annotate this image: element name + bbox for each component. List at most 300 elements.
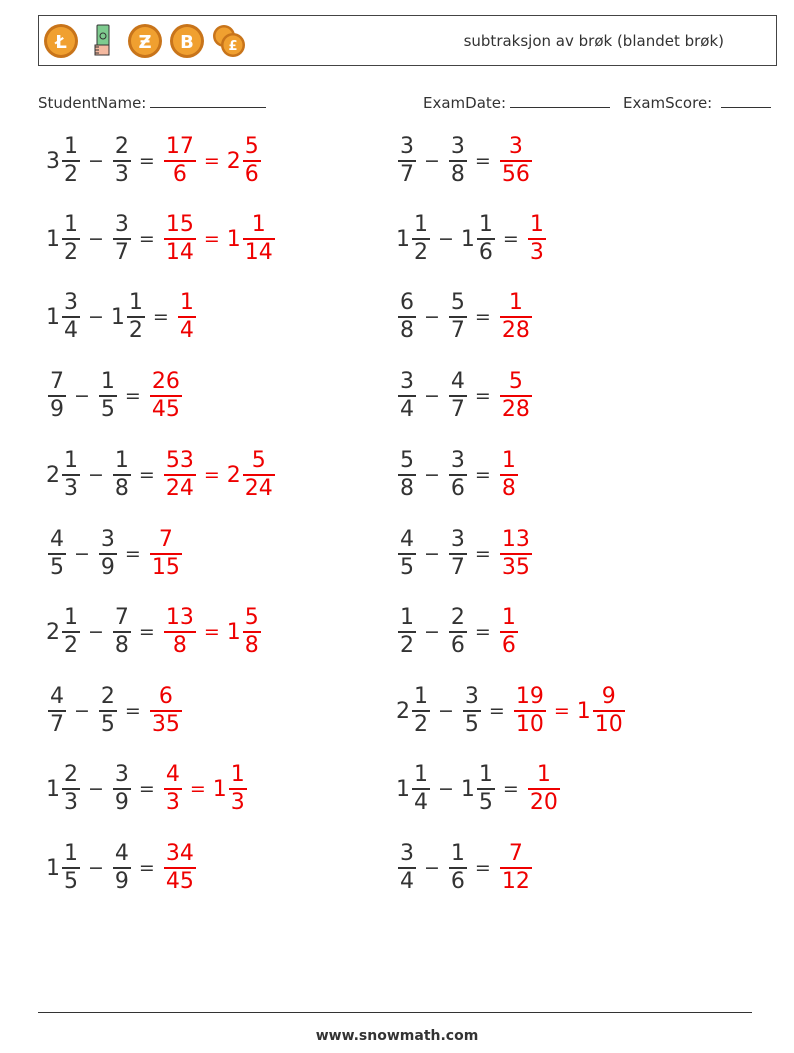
- answer: [148, 684, 183, 738]
- minuend-fraction: [48, 684, 66, 738]
- equals-sign: =: [138, 621, 155, 643]
- minus-sign: −: [88, 464, 104, 486]
- answer-improper-fraction: [500, 605, 518, 659]
- problem-item: [396, 597, 519, 667]
- minuend-denominator: 9: [50, 396, 64, 422]
- subtrahend-denominator: 6: [450, 868, 465, 894]
- problem-item: [396, 282, 533, 352]
- answer-improper-denominator: 10: [515, 711, 544, 737]
- answer-improper-numerator: 1: [501, 448, 516, 474]
- coins-stack-icon: [211, 23, 247, 59]
- subtrahend-denominator: 8: [114, 632, 129, 658]
- answer-mixed-whole: 2: [226, 462, 241, 488]
- answer-improper-numerator: 34: [165, 841, 194, 867]
- subtrahend-numerator: 1: [478, 762, 493, 788]
- answer-mixed-numerator: 5: [244, 134, 259, 160]
- answer-improper-fraction: [164, 134, 196, 188]
- subtrahend: [461, 762, 496, 816]
- minus-sign: −: [74, 700, 90, 722]
- subtrahend: [111, 605, 132, 659]
- answer-improper-fraction: [164, 212, 196, 266]
- answer: [512, 684, 626, 738]
- equals-sign: =: [474, 464, 491, 486]
- problem-item: [46, 282, 197, 352]
- subtrahend-fraction: [449, 290, 467, 344]
- subtrahend: [447, 527, 468, 581]
- exam-date-field[interactable]: [423, 93, 610, 112]
- answer-improper: [162, 841, 197, 895]
- problem-item: [46, 361, 183, 431]
- subtrahend-denominator: 5: [100, 711, 115, 737]
- answer: [148, 369, 183, 423]
- answer: [162, 212, 276, 266]
- answer: [162, 762, 248, 816]
- answer-equals-sign: =: [189, 778, 206, 800]
- subtrahend: [447, 290, 468, 344]
- subtrahend: [97, 684, 118, 738]
- problem-item: [396, 204, 547, 274]
- minuend-fraction: [412, 212, 430, 266]
- minus-sign: −: [88, 150, 104, 172]
- exam-score-field[interactable]: [623, 93, 771, 112]
- answer-mixed: [227, 448, 276, 502]
- answer-improper: [498, 290, 533, 344]
- subtrahend-fraction: [113, 448, 131, 502]
- student-name-blank[interactable]: [150, 93, 266, 108]
- minuend: [396, 290, 417, 344]
- minuend-numerator: 1: [64, 841, 78, 867]
- answer-improper-fraction: [500, 290, 532, 344]
- subtrahend-fraction: [113, 762, 131, 816]
- svg-text:Ł: Ł: [55, 32, 67, 53]
- problem-item: [46, 833, 197, 903]
- minuend-fraction: [398, 290, 416, 344]
- equals-sign: =: [474, 150, 491, 172]
- minus-sign: −: [424, 543, 440, 565]
- minuend-denominator: 3: [64, 789, 78, 815]
- subtrahend-denominator: 5: [100, 396, 115, 422]
- subtrahend-numerator: 3: [464, 684, 479, 710]
- problem-item: [396, 754, 561, 824]
- minus-sign: −: [424, 385, 440, 407]
- minuend-fraction: [48, 369, 66, 423]
- minuend: [396, 134, 417, 188]
- minuend-numerator: 1: [64, 134, 78, 160]
- header-icons: [43, 20, 247, 62]
- answer-improper-numerator: 3: [508, 134, 523, 160]
- minuend-numerator: 3: [400, 134, 414, 160]
- subtrahend-denominator: 5: [478, 789, 493, 815]
- answer-improper-numerator: 19: [515, 684, 544, 710]
- answer-mixed-denominator: 3: [230, 789, 245, 815]
- minuend-whole: 2: [46, 619, 60, 645]
- subtrahend-whole: 1: [110, 304, 125, 330]
- problem-item: [396, 833, 533, 903]
- answer-improper: [498, 448, 519, 502]
- answer-improper-numerator: 5: [508, 369, 523, 395]
- answer-improper-numerator: 1: [508, 290, 523, 316]
- subtrahend-numerator: 1: [114, 448, 129, 474]
- footer-url: www.snowmath.com: [315, 1028, 479, 1044]
- problem-item: [396, 676, 626, 746]
- minuend-fraction: [62, 762, 80, 816]
- answer-improper: [498, 134, 533, 188]
- answer-mixed: [227, 605, 262, 659]
- answer-mixed: [227, 134, 262, 188]
- answer-improper-denominator: 12: [501, 868, 530, 894]
- equals-sign: =: [502, 778, 519, 800]
- answer-improper: [498, 605, 519, 659]
- minuend: [46, 527, 67, 581]
- minuend: [46, 448, 81, 502]
- answer: [498, 290, 533, 344]
- bitcoin-icon: [169, 23, 205, 59]
- minuend-numerator: 4: [50, 527, 64, 553]
- answer-mixed-whole: 2: [226, 148, 241, 174]
- minuend-denominator: 2: [64, 239, 78, 265]
- minuend-fraction: [62, 134, 80, 188]
- answer-improper-denominator: 56: [501, 161, 530, 187]
- subtrahend-numerator: 3: [114, 212, 129, 238]
- problem-item: [396, 519, 533, 589]
- problem-item: [46, 519, 183, 589]
- subtrahend-numerator: 4: [114, 841, 129, 867]
- answer-improper: [148, 684, 183, 738]
- answer-improper-denominator: 6: [172, 161, 187, 187]
- minuend: [46, 212, 81, 266]
- answer-improper: [526, 762, 561, 816]
- subtrahend: [447, 841, 468, 895]
- minuend: [46, 290, 81, 344]
- answer-improper-denominator: 28: [501, 396, 530, 422]
- answer-mixed-whole: 1: [226, 619, 241, 645]
- answer-equals-sign: =: [203, 228, 220, 250]
- answer: [498, 369, 533, 423]
- equals-sign: =: [474, 306, 491, 328]
- answer-mixed: [577, 684, 626, 738]
- subtrahend-whole: 1: [460, 226, 475, 252]
- answer-improper: [148, 527, 183, 581]
- problem-item: [46, 440, 276, 510]
- answer-improper-fraction: [500, 527, 532, 581]
- answer-improper-denominator: 6: [501, 632, 516, 658]
- answer-improper: [162, 762, 183, 816]
- answer-improper-denominator: 14: [165, 239, 194, 265]
- answer-improper: [176, 290, 197, 344]
- minuend-whole: 1: [396, 226, 410, 252]
- minuend-numerator: 3: [400, 369, 414, 395]
- subtrahend-numerator: 1: [128, 290, 143, 316]
- answer-improper-numerator: 1: [501, 605, 516, 631]
- minuend-fraction: [412, 684, 430, 738]
- subtrahend-denominator: 3: [114, 161, 129, 187]
- answer-improper-numerator: 26: [151, 369, 180, 395]
- minuend-numerator: 1: [400, 605, 414, 631]
- answer-improper-fraction: [500, 841, 532, 895]
- minuend-fraction: [62, 448, 80, 502]
- answer-improper-fraction: [514, 684, 546, 738]
- answer-improper-numerator: 4: [165, 762, 180, 788]
- equals-sign: =: [124, 385, 141, 407]
- answer-improper-fraction: [528, 762, 560, 816]
- answer-improper-denominator: 28: [501, 317, 530, 343]
- minuend: [396, 762, 431, 816]
- minuend: [396, 684, 431, 738]
- exam-date-label: ExamDate:: [423, 94, 507, 112]
- answer: [162, 841, 197, 895]
- subtrahend-numerator: 7: [114, 605, 129, 631]
- answer-improper: [526, 212, 547, 266]
- minuend-fraction: [398, 369, 416, 423]
- answer-mixed: [213, 762, 248, 816]
- answer-improper: [498, 369, 533, 423]
- subtrahend-fraction: [463, 684, 481, 738]
- minuend-denominator: 2: [64, 161, 78, 187]
- minuend-fraction: [398, 605, 416, 659]
- minuend: [46, 134, 81, 188]
- subtrahend: [461, 212, 496, 266]
- answer-improper-denominator: 15: [151, 554, 180, 580]
- minuend-numerator: 7: [50, 369, 64, 395]
- minuend-fraction: [62, 290, 80, 344]
- minuend-whole: 2: [396, 698, 410, 724]
- subtrahend: [111, 448, 132, 502]
- minus-sign: −: [424, 621, 440, 643]
- answer-equals-sign: =: [553, 700, 570, 722]
- subtrahend-denominator: 7: [450, 317, 465, 343]
- minuend-numerator: 6: [400, 290, 414, 316]
- exam-score-blank[interactable]: [721, 93, 771, 108]
- answer-mixed-fraction: [243, 448, 275, 502]
- answer-improper-fraction: [150, 369, 182, 423]
- minuend-numerator: 4: [400, 527, 414, 553]
- minuend-whole: 1: [46, 304, 60, 330]
- subtrahend-denominator: 8: [114, 475, 129, 501]
- answer-improper-numerator: 13: [165, 605, 194, 631]
- subtrahend-fraction: [449, 605, 467, 659]
- minuend-numerator: 1: [414, 762, 428, 788]
- equals-sign: =: [502, 228, 519, 250]
- answer-equals-sign: =: [203, 621, 220, 643]
- answer: [498, 448, 519, 502]
- answer-improper: [162, 605, 197, 659]
- banknote-hand-icon: [85, 23, 121, 59]
- exam-date-blank[interactable]: [510, 93, 610, 108]
- worksheet-title: subtraksjon av brøk (blandet brøk): [463, 32, 724, 50]
- problem-item: [46, 126, 262, 196]
- answer-improper: [162, 134, 197, 188]
- minuend-numerator: 1: [64, 605, 78, 631]
- answer-improper-denominator: 3: [529, 239, 544, 265]
- minuend-numerator: 4: [50, 684, 64, 710]
- answer-improper-denominator: 24: [165, 475, 194, 501]
- answer: [162, 448, 276, 502]
- minuend-whole: 1: [46, 776, 60, 802]
- answer-improper: [498, 841, 533, 895]
- answer-improper-denominator: 4: [179, 317, 194, 343]
- subtrahend-denominator: 5: [464, 711, 479, 737]
- answer-improper-numerator: 53: [165, 448, 194, 474]
- equals-sign: =: [138, 150, 155, 172]
- minuend-denominator: 5: [400, 554, 414, 580]
- answer-improper-numerator: 1: [529, 212, 544, 238]
- minuend: [46, 684, 67, 738]
- subtrahend-fraction: [99, 527, 117, 581]
- minuend-whole: 1: [396, 776, 410, 802]
- subtrahend-fraction: [449, 134, 467, 188]
- answer-improper-numerator: 15: [165, 212, 194, 238]
- problem-item: [46, 597, 262, 667]
- worksheet-header: [38, 15, 777, 66]
- minuend-denominator: 5: [50, 554, 64, 580]
- minus-sign: −: [74, 385, 90, 407]
- equals-sign: =: [474, 857, 491, 879]
- subtrahend-denominator: 6: [478, 239, 493, 265]
- answer-improper-denominator: 45: [165, 868, 194, 894]
- subtrahend: [111, 762, 132, 816]
- answer-improper-fraction: [164, 448, 196, 502]
- problem-item: [396, 126, 533, 196]
- minuend: [46, 841, 81, 895]
- minuend: [396, 605, 417, 659]
- minuend-denominator: 7: [400, 161, 414, 187]
- answer: [498, 605, 519, 659]
- minuend-denominator: 4: [400, 396, 414, 422]
- answer: [526, 212, 547, 266]
- answer-improper-numerator: 17: [165, 134, 194, 160]
- subtrahend-denominator: 6: [450, 475, 465, 501]
- minuend-fraction: [398, 841, 416, 895]
- answer: [498, 841, 533, 895]
- problem-item: [396, 361, 533, 431]
- answer-improper-fraction: [178, 290, 196, 344]
- subtrahend-numerator: 3: [450, 134, 465, 160]
- answer-improper: [148, 369, 183, 423]
- problem-item: [46, 754, 248, 824]
- equals-sign: =: [474, 385, 491, 407]
- subtrahend-numerator: 3: [100, 527, 115, 553]
- minuend-numerator: 3: [64, 290, 78, 316]
- answer: [526, 762, 561, 816]
- minuend-denominator: 8: [400, 317, 414, 343]
- subtrahend-denominator: 9: [114, 868, 129, 894]
- zcash-icon: [127, 23, 163, 59]
- minus-sign: −: [424, 150, 440, 172]
- subtrahend-denominator: 8: [450, 161, 465, 187]
- subtrahend-numerator: 3: [450, 448, 465, 474]
- minuend-denominator: 2: [414, 239, 428, 265]
- answer-improper: [498, 527, 533, 581]
- answer-mixed-fraction: [243, 134, 261, 188]
- subtrahend: [97, 527, 118, 581]
- subtrahend-numerator: 3: [114, 762, 129, 788]
- minuend-whole: 1: [46, 855, 60, 881]
- answer-improper-fraction: [500, 369, 532, 423]
- answer-improper-numerator: 6: [158, 684, 173, 710]
- subtrahend-fraction: [449, 527, 467, 581]
- minuend: [396, 527, 417, 581]
- answer-improper-denominator: 8: [501, 475, 516, 501]
- minuend-numerator: 1: [64, 212, 78, 238]
- answer-improper: [162, 212, 197, 266]
- minuend-denominator: 5: [64, 868, 78, 894]
- answer: [498, 527, 533, 581]
- answer-improper-fraction: [500, 134, 532, 188]
- answer-improper-denominator: 3: [165, 789, 180, 815]
- minus-sign: −: [74, 543, 90, 565]
- answer-mixed-denominator: 6: [244, 161, 259, 187]
- minuend: [46, 762, 81, 816]
- minuend-whole: 3: [46, 148, 60, 174]
- minuend-fraction: [398, 527, 416, 581]
- minuend-fraction: [412, 762, 430, 816]
- answer-improper: [512, 684, 547, 738]
- subtrahend-numerator: 3: [450, 527, 465, 553]
- answer-improper-denominator: 20: [529, 789, 558, 815]
- subtrahend-fraction: [113, 134, 131, 188]
- answer-equals-sign: =: [203, 464, 220, 486]
- equals-sign: =: [488, 700, 505, 722]
- answer-improper-fraction: [164, 762, 182, 816]
- answer-improper-fraction: [164, 841, 196, 895]
- subtrahend-denominator: 2: [128, 317, 143, 343]
- minuend-denominator: 4: [400, 868, 414, 894]
- answer-improper-numerator: 13: [501, 527, 530, 553]
- minus-sign: −: [438, 778, 454, 800]
- minuend-numerator: 2: [64, 762, 78, 788]
- minus-sign: −: [88, 778, 104, 800]
- minuend-denominator: 4: [64, 317, 78, 343]
- answer-improper-denominator: 35: [151, 711, 180, 737]
- minus-sign: −: [424, 857, 440, 879]
- minus-sign: −: [424, 464, 440, 486]
- subtrahend-fraction: [449, 369, 467, 423]
- answer-improper: [162, 448, 197, 502]
- subtrahend-fraction: [449, 448, 467, 502]
- answer-mixed: [227, 212, 276, 266]
- answer-mixed-denominator: 14: [244, 239, 273, 265]
- svg-text:B: B: [180, 32, 194, 53]
- equals-sign: =: [138, 228, 155, 250]
- minus-sign: −: [88, 621, 104, 643]
- footer-divider: [38, 1012, 752, 1013]
- subtrahend-numerator: 5: [450, 290, 465, 316]
- answer-improper-denominator: 8: [172, 632, 187, 658]
- student-name-field[interactable]: [38, 93, 266, 112]
- minuend-numerator: 1: [64, 448, 78, 474]
- svg-text:£: £: [228, 39, 238, 54]
- student-name-label: StudentName:: [38, 94, 147, 112]
- subtrahend: [447, 448, 468, 502]
- minuend-numerator: 3: [400, 841, 414, 867]
- subtrahend: [461, 684, 482, 738]
- svg-text:Ƶ: Ƶ: [138, 32, 152, 53]
- answer-mixed-denominator: 10: [594, 711, 623, 737]
- answer-mixed-denominator: 8: [244, 632, 259, 658]
- equals-sign: =: [474, 543, 491, 565]
- minus-sign: −: [438, 700, 454, 722]
- answer-mixed-denominator: 24: [244, 475, 273, 501]
- subtrahend-denominator: 6: [450, 632, 465, 658]
- minuend-fraction: [62, 212, 80, 266]
- subtrahend-numerator: 4: [450, 369, 465, 395]
- answer-mixed-numerator: 5: [251, 448, 266, 474]
- answer: [176, 290, 197, 344]
- equals-sign: =: [124, 543, 141, 565]
- answer-improper-numerator: 1: [536, 762, 551, 788]
- subtrahend: [447, 369, 468, 423]
- answer-mixed-fraction: [593, 684, 625, 738]
